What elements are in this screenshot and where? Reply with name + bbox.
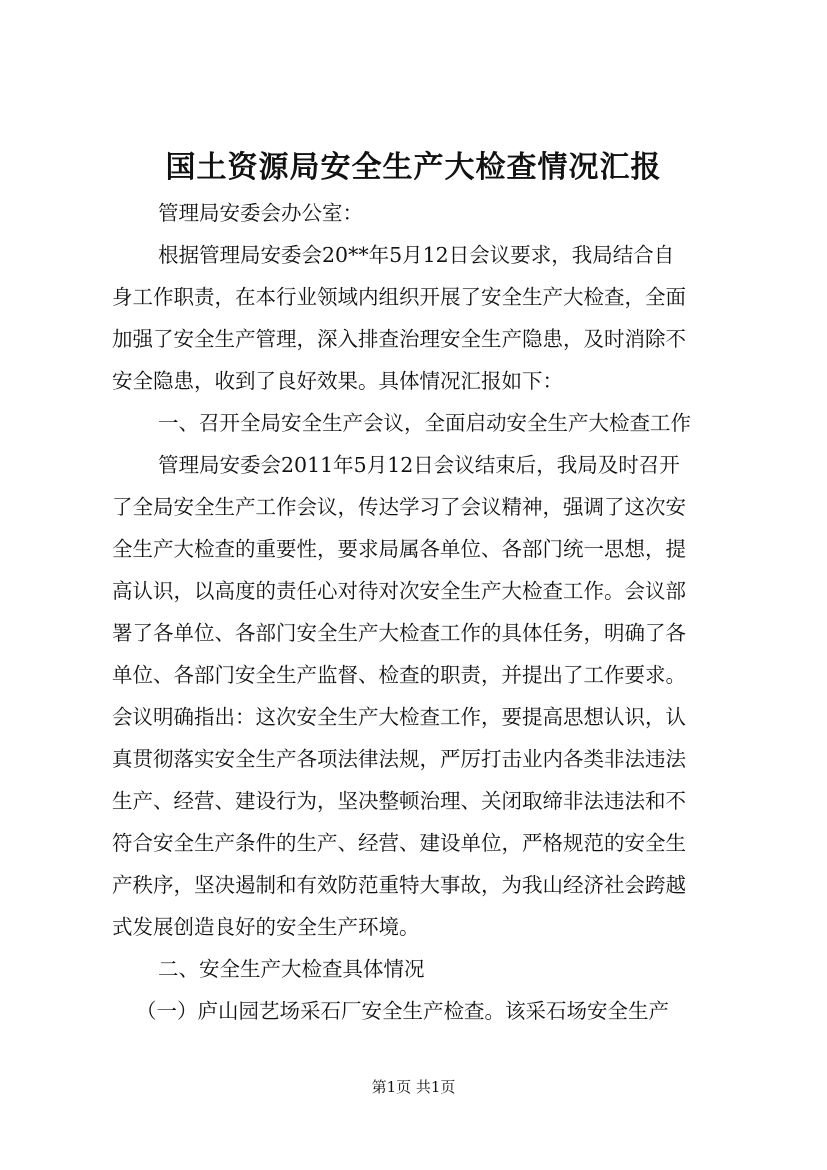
paragraph-2-line-7: 会议明确指出：这次安全生产大检查工作，要提高思想认识，认 [112, 705, 686, 729]
paragraph-1-line-3: 加强了安全生产管理，深入排查治理安全生产隐患，及时消除不 [112, 327, 686, 351]
salutation-line: 管理局安委会办公室： [158, 201, 363, 225]
paragraph-2-line-11: 产秩序，坚决遏制和有效防范重特大事故，为我山经济社会跨越 [112, 873, 686, 897]
paragraph-1-line-4: 安全隐患，收到了良好效果。具体情况汇报如下： [112, 369, 563, 393]
paragraph-2-line-5: 署了各单位、各部门安全生产大检查工作的具体任务，明确了各 [112, 621, 686, 645]
paragraph-2-line-9: 生产、经营、建设行为，坚决整顿治理、关闭取缔非法违法和不 [112, 789, 686, 813]
document-body [112, 192, 742, 1032]
paragraph-3-line-1: （一）庐山园艺场采石厂安全生产检查。该采石场安全生产 [136, 999, 669, 1023]
paragraph-2-line-8: 真贯彻落实安全生产各项法律法规，严厉打击业内各类非法违法 [112, 747, 686, 771]
paragraph-1-line-2: 身工作职责，在本行业领域内组织开展了安全生产大检查，全面 [112, 285, 686, 309]
paragraph-2-line-3: 全生产大检查的重要性，要求局属各单位、各部门统一思想，提 [112, 537, 686, 561]
section-1-heading: 一、召开全局安全生产会议，全面启动安全生产大检查工作 [158, 411, 691, 435]
paragraph-2-line-2: 了全局安全生产工作会议，传达学习了会议精神，强调了这次安 [112, 495, 686, 519]
paragraph-2-line-12: 式发展创造良好的安全生产环境。 [112, 915, 420, 939]
section-2-heading: 二、安全生产大检查具体情况 [158, 957, 425, 981]
page-number-footer: 第1页 共1页 [371, 1078, 456, 1096]
paragraph-2-line-1: 管理局安委会2011年5月12日会议结束后，我局及时召开 [158, 453, 680, 477]
paragraph-1-line-1: 根据管理局安委会20**年5月12日会议要求，我局结合自 [158, 243, 675, 267]
paragraph-2-line-10: 符合安全生产条件的生产、经营、建设单位，严格规范的安全生 [112, 831, 686, 855]
paragraph-2-line-4: 高认识，以高度的责任心对待对次安全生产大检查工作。会议部 [112, 579, 686, 603]
paragraph-2-line-6: 单位、各部门安全生产监督、检查的职责，并提出了工作要求。 [112, 663, 686, 687]
document-title: 国土资源局安全生产大检查情况汇报 [165, 150, 662, 185]
